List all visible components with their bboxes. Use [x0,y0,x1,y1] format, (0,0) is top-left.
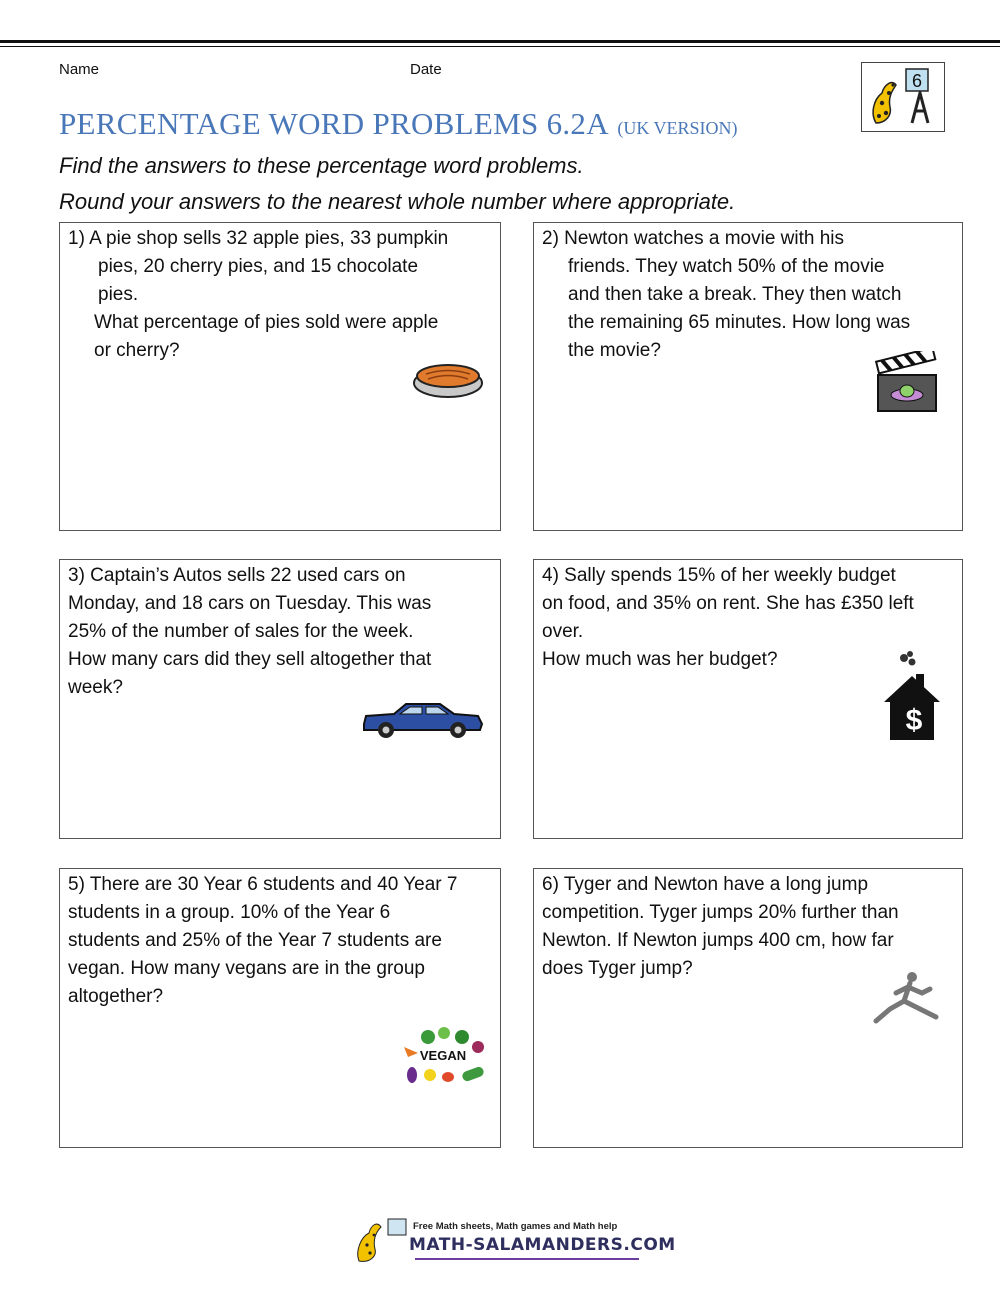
question-line: week? [68,677,123,698]
question-line: on food, and 35% on rent. She has £350 left [542,593,914,614]
question-text-2 [542,225,910,365]
question-box-1 [59,222,501,531]
top-rule-thick [0,40,1000,43]
question-line: Newton. If Newton jumps 400 cm, how far [542,930,894,951]
question-line: 6) Tyger and Newton have a long jump [542,874,869,895]
question-line: and then take a break. They then watch [568,284,902,305]
question-line: does Tyger jump? [542,958,693,979]
question-line: or cherry? [94,340,180,361]
svg-text:$: $ [905,704,923,737]
question-line: vegan. How many vegans are in the group [68,958,425,979]
question-line: 25% of the number of sales for the week. [68,621,414,642]
footer-logo [355,1215,676,1265]
question-line: over. [542,621,584,642]
question-text-1 [68,225,448,365]
question-line: pies. [98,284,139,305]
car-icon [360,700,486,742]
pie-icon [410,359,486,401]
footer-site[interactable]: MATH-SALAMANDERS.COM [409,1235,676,1255]
worksheet-title [59,106,738,142]
question-line: pies, 20 cherry pies, and 15 chocolate [98,256,419,277]
question-line: How many cars did they sell altogether that [68,649,432,670]
logo-grade-number: 6 [911,71,923,91]
vegan-vegetables-icon [398,1027,490,1085]
instruction-1: Find the answers to these percentage word problems. [59,153,584,178]
question-line: 5) There are 30 Year 6 students and 40 Year 7 [68,874,458,895]
clapperboard-icon [874,351,940,417]
question-line: altogether? [68,986,164,1007]
question-box-5 [59,868,501,1148]
question-line: students and 25% of the Year 7 students are [68,930,442,951]
question-line: students in a group. 10% of the Year 6 [68,902,391,923]
footer-tagline: Free Math sheets, Math games and Math help [413,1221,618,1232]
question-box-6 [533,868,963,1148]
vegan-label: VEGAN [419,1048,467,1063]
question-line: competition. Tyger jumps 20% further than [542,902,899,923]
question-line: Monday, and 18 cars on Tuesday. This was [68,593,432,614]
grade-logo [861,62,945,132]
question-line: How much was her budget? [542,649,778,670]
question-box-4 [533,559,963,839]
question-line: the remaining 65 minutes. How long was [568,312,911,333]
question-line: 1) A pie shop sells 32 apple pies, 33 pumpkin [68,228,449,249]
question-text-3 [68,562,431,702]
instruction-2: Round your answers to the nearest whole number where appropriate. [59,189,736,214]
title-main: PERCENTAGE WORD PROBLEMS 6.2A [59,106,609,141]
runner-icon [870,969,942,1031]
date-label: Date [410,61,442,78]
top-rule-thin [0,46,1000,47]
question-line: the movie? [568,340,661,361]
title-version: (UK VERSION) [617,118,738,138]
question-line: What percentage of pies sold were apple [94,312,439,333]
question-line: 2) Newton watches a movie with his [542,228,845,249]
question-line: 4) Sally spends 15% of her weekly budget [542,565,896,586]
question-text-6 [542,871,899,983]
salamander-logo-icon [862,63,944,131]
question-box-2 [533,222,963,531]
question-box-3 [59,559,501,839]
question-line: 3) Captain’s Autos sells 22 used cars on [68,565,406,586]
question-line: friends. They watch 50% of the movie [568,256,885,277]
name-label: Name [59,61,100,78]
question-text-4 [542,562,914,674]
house-money-icon [882,648,942,742]
question-text-5 [68,871,457,1011]
